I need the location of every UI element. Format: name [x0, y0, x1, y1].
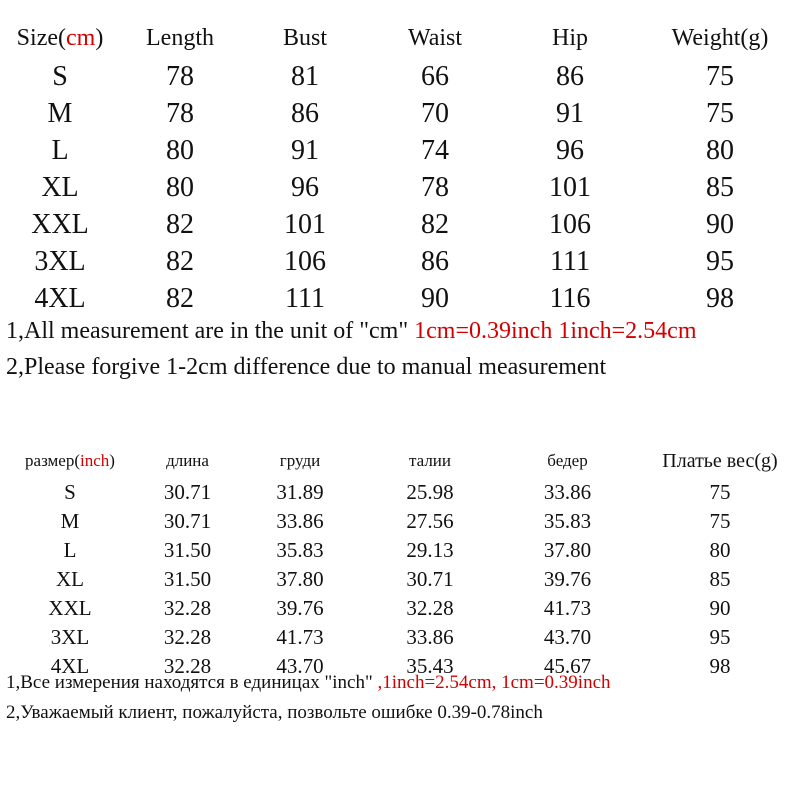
weight-header: Платье вес(g)	[662, 449, 778, 472]
bust-cell: 39.76	[276, 596, 324, 620]
length-cell: 78	[166, 60, 194, 92]
table-row	[0, 58, 800, 95]
length-cell: 31.50	[163, 567, 212, 591]
hip-cell: 43.70	[543, 625, 592, 649]
conversion-note: ,1inch=2.54cm, 1cm=0.39inch	[372, 672, 611, 693]
size-header: Size(cm)	[16, 24, 104, 51]
hip-cell: 96	[556, 134, 584, 166]
table-row	[0, 206, 800, 243]
weight-cell: 80	[709, 538, 731, 562]
bust-cell: 106	[284, 245, 326, 277]
weight-cell: 98	[709, 654, 731, 678]
waist-header: Waist	[407, 24, 463, 51]
bust-header: груди	[279, 451, 321, 470]
hip-cell: 101	[549, 171, 591, 203]
table-row	[0, 132, 800, 169]
size-cell: XXL	[31, 208, 89, 240]
waist-cell: 35.43	[406, 654, 454, 678]
table-row	[0, 536, 800, 565]
size-cell: M	[60, 509, 80, 533]
length-cell: 82	[166, 245, 194, 277]
length-cell: 82	[166, 208, 194, 240]
note-cm-unit: 1,All measurement are in the unit of "cm" 1cm=0.39inch 1inch=2.54cm	[6, 318, 697, 344]
table-row	[0, 280, 800, 317]
waist-cell: 33.86	[406, 625, 454, 649]
size-cell: S	[52, 60, 68, 92]
bust-cell: 33.86	[276, 509, 324, 533]
size-cell: 3XL	[34, 245, 86, 277]
bust-cell: 31.89	[276, 480, 324, 504]
size-cell: L	[63, 538, 77, 562]
weight-cell: 98	[706, 282, 734, 314]
hip-cell: 86	[556, 60, 584, 92]
length-cell: 80	[166, 171, 194, 203]
table-row	[0, 594, 800, 623]
bust-cell: 101	[284, 208, 326, 240]
unit-label: inch	[80, 451, 110, 470]
bust-cell: 43.70	[276, 654, 324, 678]
hip-cell: 45.67	[543, 654, 592, 678]
weight-cell: 75	[709, 480, 731, 504]
waist-cell: 66	[421, 60, 449, 92]
hip-cell: 116	[549, 282, 591, 314]
bust-cell: 37.80	[276, 567, 324, 591]
waist-cell: 30.71	[406, 567, 454, 591]
length-cell: 78	[166, 97, 194, 129]
hip-header: Hip	[552, 24, 588, 51]
waist-cell: 27.56	[406, 509, 454, 533]
hip-cell: 33.86	[543, 480, 592, 504]
hip-cell: 35.83	[543, 509, 592, 533]
hip-cell: 37.80	[543, 538, 592, 562]
hip-header: бедер	[547, 451, 588, 470]
hip-cell: 39.76	[543, 567, 592, 591]
length-header: Length	[146, 24, 214, 51]
hip-cell: 111	[550, 245, 590, 277]
waist-cell: 70	[421, 97, 449, 129]
length-cell: 82	[166, 282, 194, 314]
weight-cell: 75	[706, 60, 734, 92]
length-cell: 80	[166, 134, 194, 166]
waist-cell: 25.98	[406, 480, 454, 504]
weight-header: Weight(g)	[671, 24, 769, 51]
bust-cell: 96	[291, 171, 319, 203]
length-cell: 32.28	[163, 625, 212, 649]
note-inch-unit: 1,Все измерения находятся в единицах "inch" ,1inch=2.54cm, 1cm=0.39inch	[6, 672, 611, 693]
length-cell: 32.28	[163, 654, 212, 678]
note-cm-tolerance: 2,Please forgive 1-2cm difference due to manual measurement	[6, 354, 607, 380]
weight-cell: 80	[706, 134, 734, 166]
length-cell: 32.28	[163, 596, 212, 620]
size-cell: L	[51, 134, 69, 166]
note-inch-tolerance: 2,Уважаемый клиент, пожалуйста, позвольте ошибке 0.39-0.78inch	[6, 702, 543, 723]
bust-cell: 81	[291, 60, 319, 92]
header-row	[0, 18, 800, 58]
table-row	[0, 95, 800, 132]
waist-cell: 82	[421, 208, 449, 240]
table-row	[0, 478, 800, 507]
header-row	[0, 444, 800, 478]
waist-header: талии	[408, 451, 451, 470]
size-chart-inch-table	[0, 444, 800, 681]
length-cell: 31.50	[163, 538, 212, 562]
waist-cell: 78	[421, 171, 449, 203]
size-header: размер(inch)	[25, 451, 115, 470]
size-cell: XXL	[48, 596, 92, 620]
table-row	[0, 623, 800, 652]
conversion-note: 1cm=0.39inch 1inch=2.54cm	[408, 318, 697, 344]
weight-cell: 75	[709, 509, 731, 533]
hip-cell: 106	[549, 208, 591, 240]
length-cell: 30.71	[163, 509, 212, 533]
size-cell: 3XL	[50, 625, 90, 649]
unit-label: cm	[65, 24, 96, 51]
size-chart-cm-table	[0, 18, 800, 317]
weight-cell: 90	[709, 596, 731, 620]
table-row	[0, 565, 800, 594]
bust-cell: 111	[285, 282, 325, 314]
weight-cell: 90	[706, 208, 734, 240]
waist-cell: 29.13	[406, 538, 454, 562]
bust-cell: 35.83	[276, 538, 324, 562]
weight-cell: 85	[709, 567, 731, 591]
hip-cell: 41.73	[543, 596, 592, 620]
waist-cell: 86	[421, 245, 449, 277]
hip-cell: 91	[556, 97, 584, 129]
waist-cell: 74	[421, 134, 449, 166]
weight-cell: 75	[706, 97, 734, 129]
size-cell: 4XL	[34, 282, 86, 314]
weight-cell: 95	[706, 245, 734, 277]
size-cell: M	[47, 97, 73, 129]
size-cell: XL	[41, 171, 79, 203]
table-row	[0, 243, 800, 280]
bust-cell: 86	[291, 97, 319, 129]
bust-cell: 41.73	[276, 625, 324, 649]
weight-cell: 85	[706, 171, 734, 203]
waist-cell: 90	[421, 282, 449, 314]
size-cell: 4XL	[50, 654, 90, 678]
length-cell: 30.71	[163, 480, 212, 504]
weight-cell: 95	[709, 625, 731, 649]
bust-cell: 91	[291, 134, 319, 166]
waist-cell: 32.28	[406, 596, 454, 620]
bust-header: Bust	[282, 24, 327, 51]
size-cell: S	[64, 480, 76, 504]
table-row	[0, 507, 800, 536]
table-row	[0, 169, 800, 206]
size-cell: XL	[56, 567, 84, 591]
length-header: длина	[166, 451, 209, 470]
